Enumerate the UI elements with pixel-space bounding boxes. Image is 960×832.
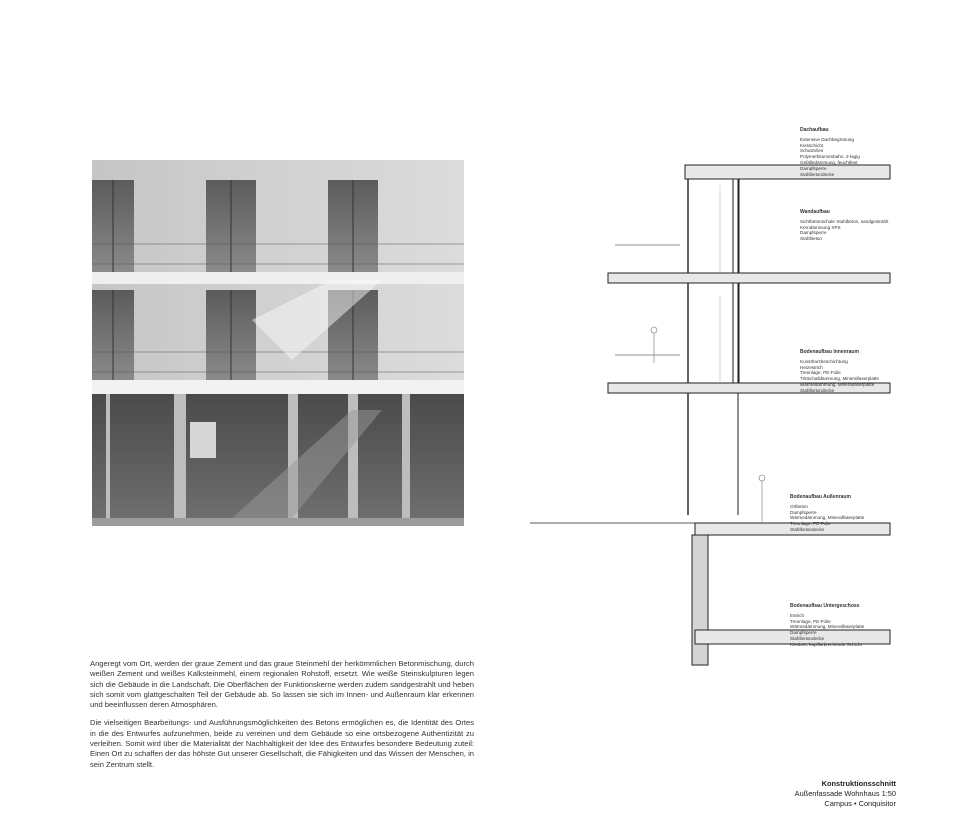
spec-line: Wärmedämmung, Mineralfaserplatte (800, 381, 875, 387)
spec-floor-interior (800, 350, 879, 394)
spec-line: Gefälledämmung, feuchtfest (800, 159, 858, 165)
spec-line: Stahlbetondecke (790, 635, 825, 641)
spec-line: Estrich (790, 612, 805, 618)
spec-floor-exterior-heading: Bodenaufbau Außenraum (790, 494, 851, 500)
spec-line: Trittschalldämmung, Mineralfaserplatte (800, 376, 879, 382)
construction-section-drawing (530, 125, 940, 685)
spec-line: Extensive Dachbegrünung (800, 136, 854, 142)
spec-line: Trennlage, PE-Folie (790, 618, 831, 624)
spec-line: Stahlbetondecke (800, 387, 835, 393)
spec-line: Dampfsperre (800, 165, 827, 171)
spec-line: Kerndämmung XPS (800, 224, 841, 230)
drawing-caption (795, 779, 896, 809)
spec-roof (800, 128, 860, 177)
spec-roof-heading: Dachaufbau (800, 127, 829, 133)
facade-rendering (92, 160, 464, 526)
spec-wall (800, 210, 888, 242)
spec-line: Stahlbetondecke (790, 526, 825, 532)
body-text (90, 659, 474, 778)
spec-floor-interior-heading: Bodenaufbau Innenraum (800, 349, 859, 355)
spec-line: Wärmedämmung, Mineralfaserplatte (790, 624, 865, 630)
spec-line: Sichtbetonschale Stahlbeton, sandgestrahlt (800, 218, 889, 224)
spec-line: Dampfsperre (790, 509, 817, 515)
spec-floor-basement (790, 604, 864, 648)
paragraph-2: Die vielseitigen Bearbeitungs- und Ausführungsmöglichkeiten des Betons ermöglichen es, die Identität des Ortes in die des Entwurfes aufzunehmen, beide zu vereinen und dem Gebäude so eine ortsbezogene Authentizität zu verleihen. Somit wird über die Materialität der Nachhaltigkeit der Idee des Entwurfes besondere Bedeutung zuteil: Einen Ort zu schaffen der das höhste Gut unserer Gesellschaft, die Fähigkeiten und das Wissen der Menschen, in sein Zentrum stellt. (90, 718, 474, 769)
caption-title: Konstruktionsschnitt (821, 779, 896, 788)
spec-line: Dampfsperre (800, 230, 827, 236)
spec-line: Polymerbitumenbahn, 2-lagig (800, 154, 860, 160)
paragraph-1: Angeregt vom Ort, werden der graue Zement und das graue Steinmehl der herkömmlichen Betonmischung, durch weißen Zement und weißes Kalksteinmehl, einem regionalen Rohstoff, ersetzt. Wie weiße Steinskulpturen legen sich die Gebäude in die Landschaft. Die Oberflächen der Funktionskerne werden zudem sandgestrahlt und heben sich somit vom glattgeschalten Teil der Gebäude ab. So lassen sie sich im Innen- und Außenraum klar erkennen und beeinflussen deren Atmosphären. (90, 659, 474, 710)
spec-line: Kiesbett, kapillarbrechende Schicht (790, 641, 862, 647)
spec-line: Trennlage, PE-Folie (800, 370, 841, 376)
spec-wall-heading: Wandaufbau (800, 209, 830, 215)
spec-floor-basement-heading: Bodenaufbau Untergeschoss (790, 603, 860, 609)
spec-line: Ortbeton (790, 503, 808, 509)
spec-line: Stahlbeton (800, 236, 822, 242)
caption-project: Campus • Conquisitor (824, 799, 896, 808)
scale-figures (651, 327, 765, 523)
spec-line: Kunstharzbeschichtung (800, 358, 848, 364)
spec-line: Wärmedämmung, Mineralfaserplatte (790, 515, 865, 521)
caption-subtitle: Außenfassade Wohnhaus 1:50 (794, 789, 896, 798)
spec-line: Dampfsperre (790, 630, 817, 636)
spec-line: Kiesschicht (800, 142, 824, 148)
spec-line: Stahlbetondecke (800, 171, 835, 177)
spec-floor-exterior (790, 495, 864, 533)
spec-line: Trennlage, PE-Folie (790, 521, 831, 527)
spec-line: Schutzvlies (800, 148, 824, 154)
spec-line: Heizestrich (800, 364, 823, 370)
